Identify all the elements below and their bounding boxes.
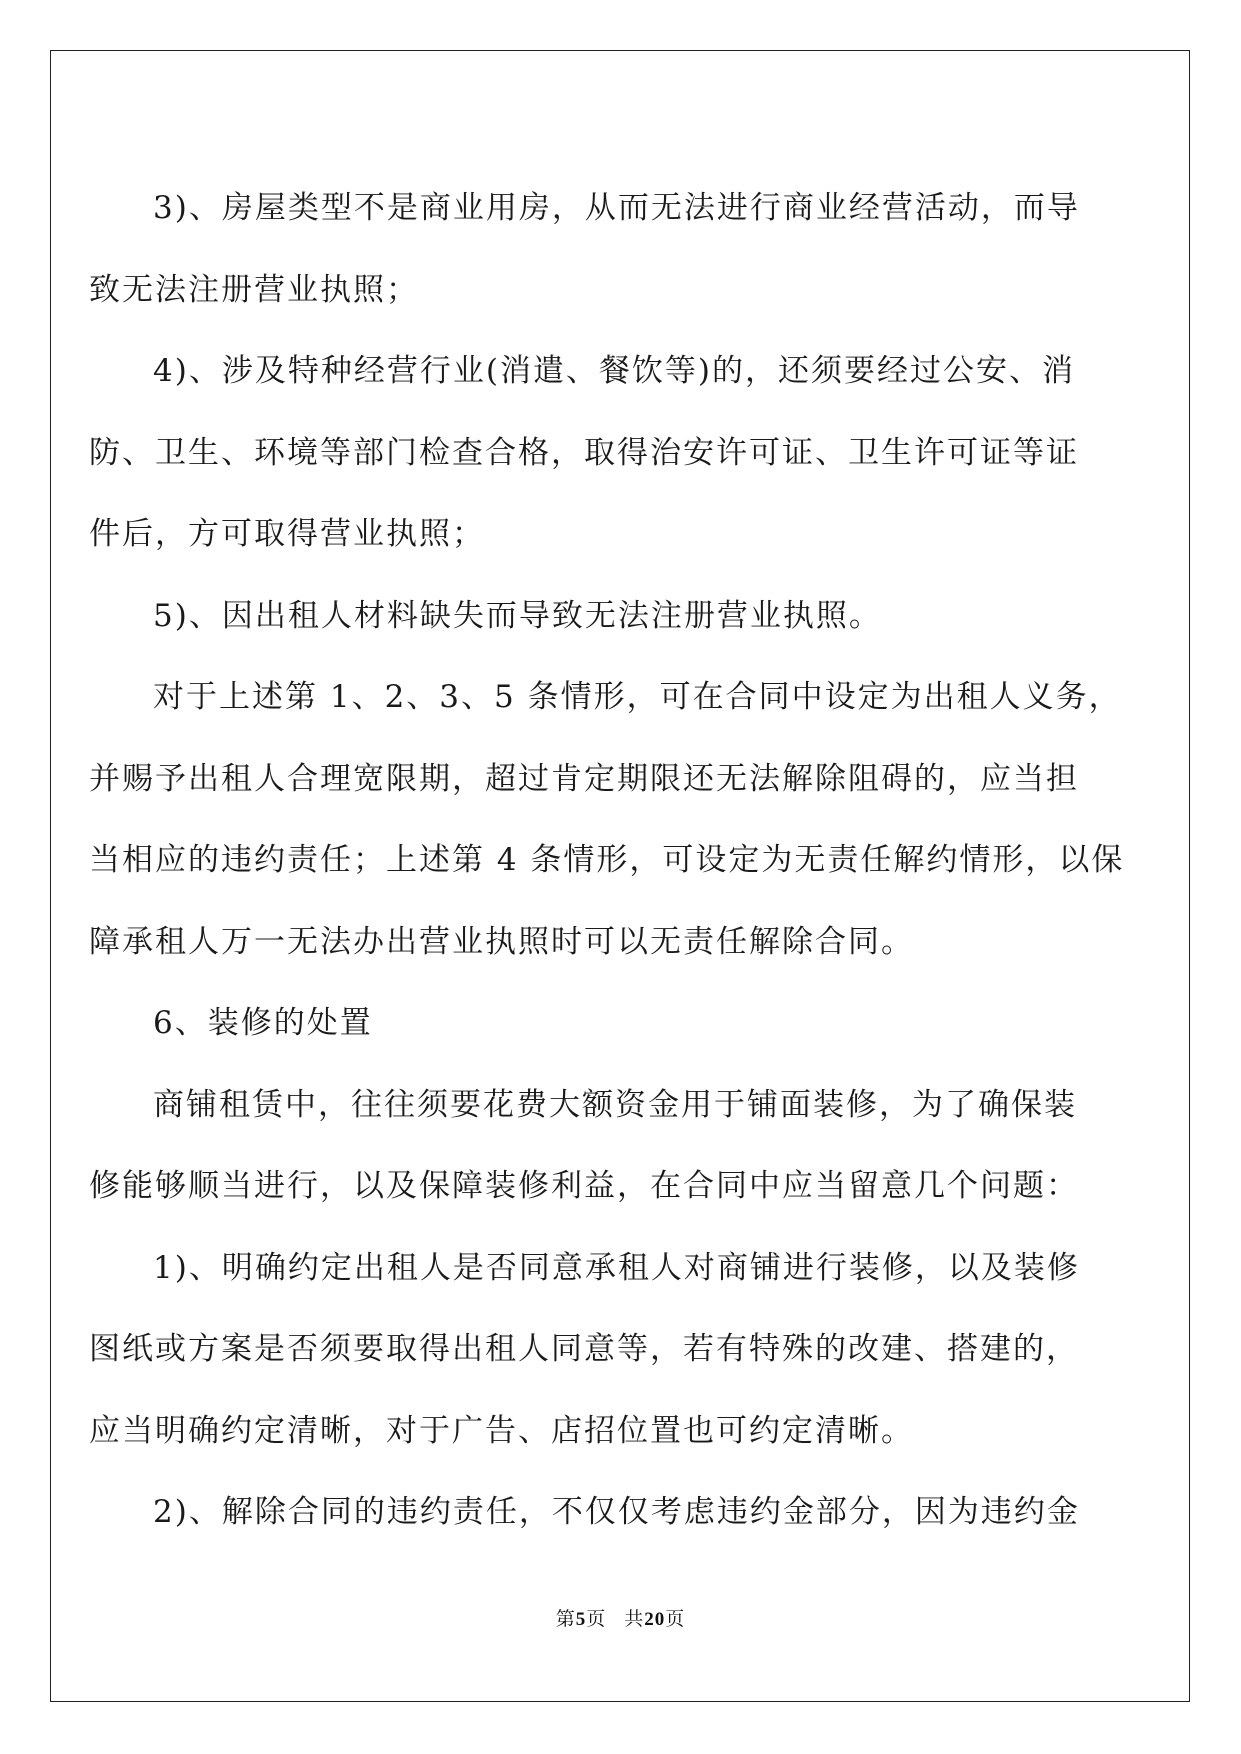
text-line: 3)、房屋类型不是商业用房，从而无法进行商业经营活动，而导 xyxy=(153,190,1080,226)
text-line: 件后，方可取得营业执照； xyxy=(89,516,485,552)
text-line: 5)、因出租人材料缺失而导致无法注册营业执照。 xyxy=(153,597,882,634)
text-line: 6、装修的处置 xyxy=(153,1005,373,1041)
text-line: 障承租人万一无法办出营业执照时可以无责任解除合同。 xyxy=(89,923,914,960)
text-line: 防、卫生、环境等部门检查合格，取得治安许可证、卫生许可证等证 xyxy=(89,434,1079,471)
paragraph xyxy=(153,1472,1093,1554)
text-line: 2)、解除合同的违约责任，不仅仅考虑违约金部分，因为违约金 xyxy=(153,1494,1080,1530)
text-line: 并赐予出租人合理宽限期，超过肯定期限还无法解除阻碍的，应当担 xyxy=(89,760,1079,797)
text-line: 当相应的违约责任；上述第 4 条情形，可设定为无责任解约情形，以保 xyxy=(89,842,1125,878)
text-line: 商铺租赁中，往往须要花费大额资金用于铺面装修，为了确保装 xyxy=(153,1086,1077,1123)
text-line: 1)、明确约定出租人是否同意承租人对商铺进行装修，以及装修 xyxy=(153,1249,1080,1286)
page-suffix: 页 xyxy=(586,1609,607,1630)
paragraph xyxy=(89,1228,1093,1473)
document-body xyxy=(89,168,1125,1554)
paragraph xyxy=(89,331,1093,576)
text-line: 应当明确约定清晰，对于广告、店招位置也可约定清晰。 xyxy=(89,1412,914,1449)
text-line: 对于上述第 1、2、3、5 条情形，可在合同中设定为出租人义务， xyxy=(153,679,1122,715)
paragraph xyxy=(153,576,1093,658)
page-number: 5 xyxy=(575,1609,587,1630)
total-suffix: 页 xyxy=(665,1609,686,1630)
page-footer xyxy=(0,1604,1241,1631)
page-prefix: 第 xyxy=(555,1609,576,1630)
text-line: 4)、涉及特种经营行业(消遣、餐饮等)的，还须要经过公安、消 xyxy=(153,353,1076,389)
paragraph xyxy=(89,168,1093,331)
text-line: 致无法注册营业执照； xyxy=(89,271,419,308)
paragraph xyxy=(89,657,1125,983)
paragraph xyxy=(89,1065,1093,1228)
text-line: 修能够顺当进行，以及保障装修利益，在合同中应当留意几个问题： xyxy=(89,1168,1079,1204)
page-total: 20 xyxy=(644,1609,666,1630)
text-line: 图纸或方案是否须要取得出租人同意等，若有特殊的改建、搭建的， xyxy=(89,1331,1079,1367)
section-heading xyxy=(153,983,1093,1065)
total-prefix: 共 xyxy=(624,1609,645,1630)
